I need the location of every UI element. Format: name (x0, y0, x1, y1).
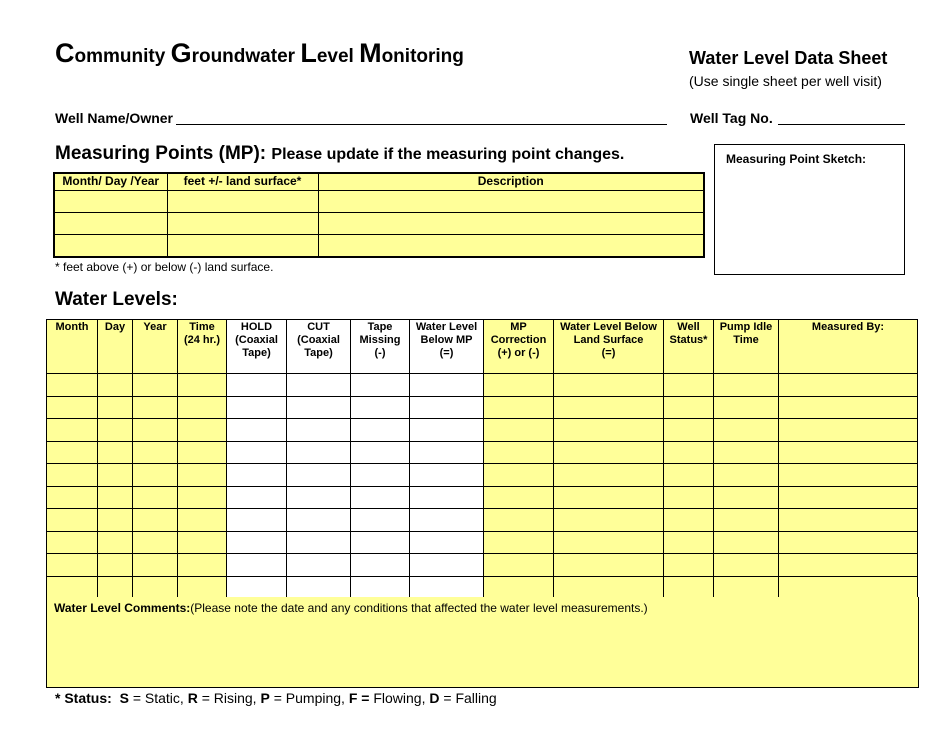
table-cell[interactable] (133, 396, 178, 419)
column-header: Water Level Below Land Surface (=) (554, 320, 664, 374)
table-cell[interactable] (714, 554, 779, 577)
column-header: Time (24 hr.) (178, 320, 227, 374)
table-cell[interactable] (47, 396, 98, 419)
table-cell[interactable] (287, 531, 351, 554)
table-cell[interactable] (351, 554, 410, 577)
table-cell[interactable] (779, 374, 918, 397)
table-cell[interactable] (227, 554, 287, 577)
table-cell[interactable] (227, 486, 287, 509)
table-cell[interactable] (133, 554, 178, 577)
table-cell[interactable] (287, 441, 351, 464)
table-cell[interactable] (779, 396, 918, 419)
table-cell[interactable] (554, 531, 664, 554)
table-row (47, 486, 918, 509)
table-header-row (47, 320, 918, 374)
table-cell[interactable] (779, 419, 918, 442)
table-cell[interactable] (227, 374, 287, 397)
table-cell[interactable] (664, 554, 714, 577)
table-cell[interactable] (410, 509, 484, 532)
sheet-subtitle: (Use single sheet per well visit) (689, 73, 882, 89)
column-header: Well Status* (664, 320, 714, 374)
table-cell[interactable] (410, 374, 484, 397)
table-cell[interactable] (484, 441, 554, 464)
table-cell[interactable] (554, 464, 664, 487)
table-row (54, 191, 704, 213)
table-cell[interactable] (554, 554, 664, 577)
column-header: Description (318, 173, 704, 191)
table-cell[interactable] (47, 576, 98, 599)
table-cell[interactable] (178, 576, 227, 599)
table-cell[interactable] (287, 576, 351, 599)
table-cell[interactable] (227, 576, 287, 599)
well-name-field[interactable] (176, 124, 667, 125)
table-cell[interactable] (554, 509, 664, 532)
table-cell[interactable] (779, 531, 918, 554)
table-cell[interactable] (779, 554, 918, 577)
table-cell[interactable] (98, 396, 133, 419)
table-cell[interactable] (484, 509, 554, 532)
table-cell[interactable] (351, 509, 410, 532)
table-cell[interactable] (664, 509, 714, 532)
table-cell[interactable] (484, 554, 554, 577)
table-header-row (54, 173, 704, 191)
table-cell[interactable] (54, 235, 167, 258)
table-cell[interactable] (287, 509, 351, 532)
column-header: Year (133, 320, 178, 374)
table-cell[interactable] (133, 509, 178, 532)
status-legend: * Status: S = Static, R = Rising, P = Pumping, F = Flowing, D = Falling (55, 690, 497, 706)
table-row (47, 509, 918, 532)
table-cell[interactable] (227, 396, 287, 419)
table-cell[interactable] (227, 419, 287, 442)
table-cell[interactable] (351, 531, 410, 554)
table-row (47, 441, 918, 464)
sheet-title: Water Level Data Sheet (689, 48, 888, 68)
table-cell[interactable] (178, 486, 227, 509)
table-cell[interactable] (98, 441, 133, 464)
table-cell[interactable] (351, 419, 410, 442)
table-cell[interactable] (227, 509, 287, 532)
measuring-points-footnote: * feet above (+) or below (-) land surface. (55, 260, 274, 274)
table-cell[interactable] (47, 531, 98, 554)
table-cell[interactable] (178, 441, 227, 464)
table-cell[interactable] (410, 396, 484, 419)
table-cell[interactable] (133, 486, 178, 509)
table-cell[interactable] (664, 464, 714, 487)
table-cell[interactable] (714, 441, 779, 464)
measuring-points-note: Please update if the measuring point changes. (271, 146, 625, 163)
well-tag-label: Well Tag No. (690, 110, 773, 126)
table-cell[interactable] (484, 531, 554, 554)
table-cell[interactable] (98, 486, 133, 509)
measuring-point-sketch-box[interactable] (714, 144, 905, 275)
table-cell[interactable] (133, 441, 178, 464)
table-cell[interactable] (410, 486, 484, 509)
table-cell[interactable] (779, 441, 918, 464)
table-cell[interactable] (484, 486, 554, 509)
column-header: Month/ Day /Year (54, 173, 167, 191)
table-cell[interactable] (133, 374, 178, 397)
column-header: Tape Missing (-) (351, 320, 410, 374)
table-cell[interactable] (714, 576, 779, 599)
table-cell[interactable] (98, 576, 133, 599)
table-cell[interactable] (664, 486, 714, 509)
table-cell[interactable] (98, 509, 133, 532)
column-header: Month (47, 320, 98, 374)
table-cell[interactable] (178, 374, 227, 397)
table-cell[interactable] (318, 213, 704, 235)
table-row (54, 235, 704, 258)
table-cell[interactable] (410, 464, 484, 487)
comments-note: (Please note the date and any conditions that affected the water level measurements.) (190, 601, 648, 615)
measuring-points-table (53, 172, 705, 258)
table-cell[interactable] (54, 191, 167, 213)
table-cell[interactable] (318, 191, 704, 213)
table-row (47, 576, 918, 599)
table-cell[interactable] (98, 531, 133, 554)
table-cell[interactable] (54, 213, 167, 235)
table-cell[interactable] (664, 531, 714, 554)
table-cell[interactable] (554, 419, 664, 442)
column-header: HOLD (Coaxial Tape) (227, 320, 287, 374)
table-cell[interactable] (779, 509, 918, 532)
table-cell[interactable] (484, 464, 554, 487)
table-cell[interactable] (410, 576, 484, 599)
table-cell[interactable] (554, 374, 664, 397)
table-cell[interactable] (98, 554, 133, 577)
table-cell[interactable] (410, 441, 484, 464)
table-cell[interactable] (98, 419, 133, 442)
water-level-comments-box[interactable] (46, 597, 919, 688)
table-cell[interactable] (227, 531, 287, 554)
table-cell[interactable] (664, 419, 714, 442)
table-cell[interactable] (133, 464, 178, 487)
table-cell[interactable] (287, 554, 351, 577)
table-cell[interactable] (47, 486, 98, 509)
table-cell[interactable] (351, 576, 410, 599)
column-header: Pump Idle Time (714, 320, 779, 374)
table-cell[interactable] (714, 509, 779, 532)
table-cell[interactable] (351, 441, 410, 464)
table-row (54, 213, 704, 235)
table-cell[interactable] (351, 464, 410, 487)
well-name-label: Well Name/Owner (55, 110, 174, 126)
table-cell[interactable] (714, 531, 779, 554)
table-cell[interactable] (351, 374, 410, 397)
table-cell[interactable] (167, 213, 318, 235)
table-row (47, 464, 918, 487)
table-cell[interactable] (167, 235, 318, 258)
form-title: Community Groundwater Level Monitoring (55, 38, 464, 68)
table-row (47, 374, 918, 397)
table-cell[interactable] (47, 419, 98, 442)
table-cell[interactable] (227, 464, 287, 487)
water-levels-table (46, 319, 918, 599)
table-cell[interactable] (287, 419, 351, 442)
table-cell[interactable] (178, 509, 227, 532)
table-row (47, 419, 918, 442)
column-header: Measured By: (779, 320, 918, 374)
table-cell[interactable] (714, 486, 779, 509)
table-cell[interactable] (98, 464, 133, 487)
table-cell[interactable] (47, 554, 98, 577)
water-levels-heading: Water Levels: (55, 289, 178, 310)
column-header: Day (98, 320, 133, 374)
table-cell[interactable] (178, 464, 227, 487)
table-cell[interactable] (554, 576, 664, 599)
table-cell[interactable] (664, 396, 714, 419)
table-cell[interactable] (714, 396, 779, 419)
table-cell[interactable] (484, 576, 554, 599)
table-cell[interactable] (554, 441, 664, 464)
table-cell[interactable] (664, 576, 714, 599)
table-cell[interactable] (410, 554, 484, 577)
well-tag-field[interactable] (778, 124, 905, 125)
comments-text (54, 601, 648, 615)
table-cell[interactable] (167, 191, 318, 213)
table-cell[interactable] (133, 531, 178, 554)
table-cell[interactable] (133, 576, 178, 599)
table-cell[interactable] (287, 464, 351, 487)
table-cell[interactable] (287, 486, 351, 509)
table-cell[interactable] (714, 464, 779, 487)
table-cell[interactable] (133, 419, 178, 442)
table-cell[interactable] (664, 374, 714, 397)
table-cell[interactable] (178, 396, 227, 419)
measuring-points-heading: Measuring Points (MP): Please update if the measuring point changes. (55, 143, 625, 164)
table-row (47, 554, 918, 577)
table-cell[interactable] (47, 509, 98, 532)
table-cell[interactable] (714, 419, 779, 442)
table-cell[interactable] (484, 396, 554, 419)
table-cell[interactable] (779, 464, 918, 487)
comments-label: Water Level Comments: (54, 601, 191, 615)
table-cell[interactable] (484, 374, 554, 397)
table-cell[interactable] (178, 531, 227, 554)
table-cell[interactable] (47, 464, 98, 487)
table-cell[interactable] (779, 576, 918, 599)
table-cell[interactable] (554, 396, 664, 419)
table-cell[interactable] (178, 419, 227, 442)
table-cell[interactable] (664, 441, 714, 464)
sketch-label: Measuring Point Sketch: (726, 152, 867, 166)
table-cell[interactable] (351, 486, 410, 509)
table-cell[interactable] (410, 419, 484, 442)
table-cell[interactable] (227, 441, 287, 464)
column-header: feet +/- land surface* (167, 173, 318, 191)
table-cell[interactable] (98, 374, 133, 397)
column-header: MP Correction (+) or (-) (484, 320, 554, 374)
table-cell[interactable] (178, 554, 227, 577)
table-cell[interactable] (484, 419, 554, 442)
table-cell[interactable] (287, 396, 351, 419)
table-cell[interactable] (779, 486, 918, 509)
table-cell[interactable] (47, 441, 98, 464)
table-cell[interactable] (351, 396, 410, 419)
table-cell[interactable] (287, 374, 351, 397)
table-cell[interactable] (318, 235, 704, 258)
column-header: CUT (Coaxial Tape) (287, 320, 351, 374)
table-row (47, 396, 918, 419)
table-cell[interactable] (410, 531, 484, 554)
table-cell[interactable] (554, 486, 664, 509)
table-row (47, 531, 918, 554)
table-cell[interactable] (47, 374, 98, 397)
table-cell[interactable] (714, 374, 779, 397)
column-header: Water Level Below MP (=) (410, 320, 484, 374)
